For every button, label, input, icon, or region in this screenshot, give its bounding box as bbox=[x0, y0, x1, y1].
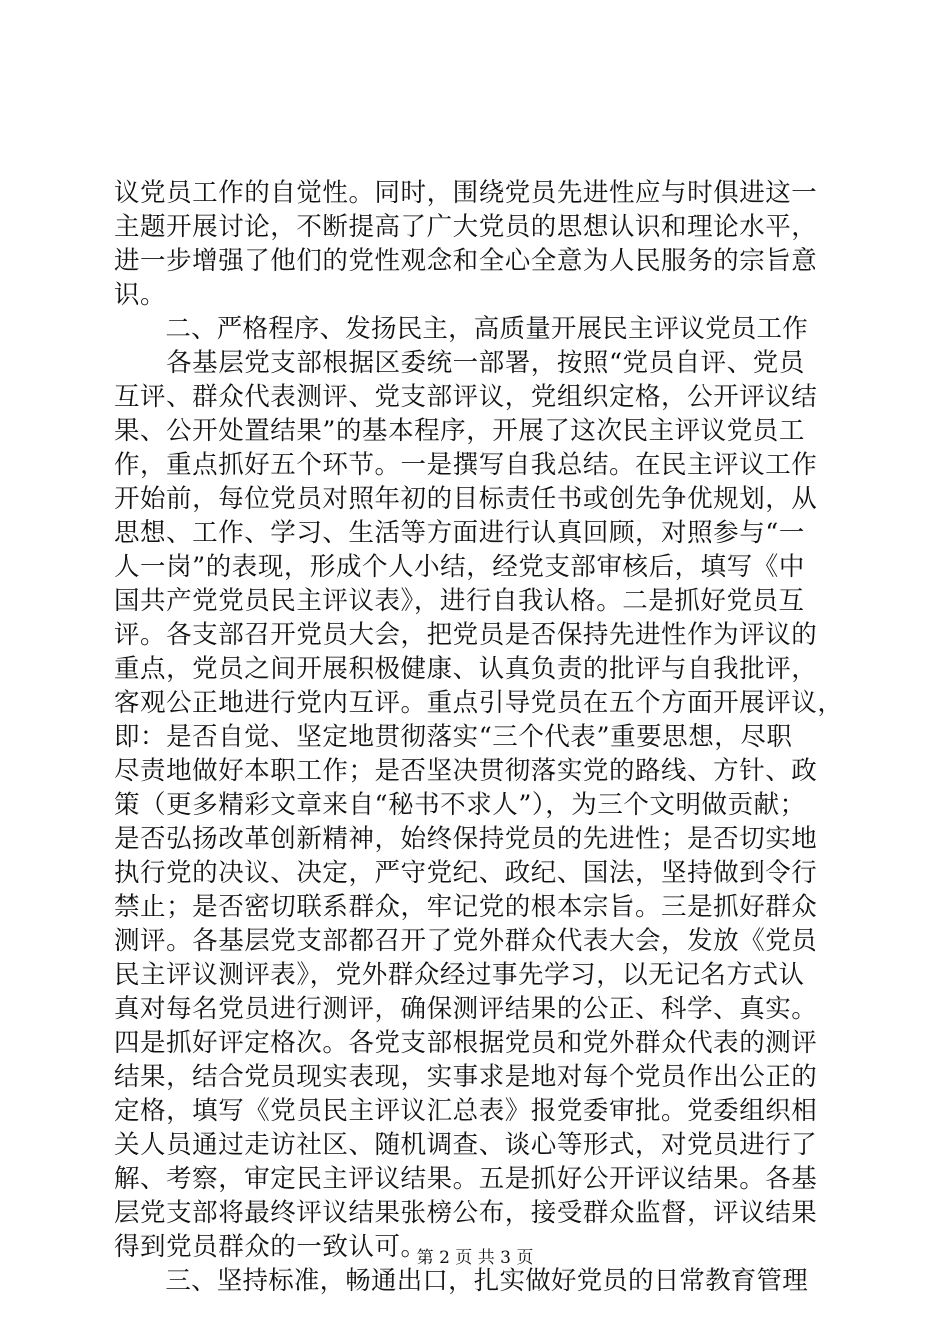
text-line: 策（更多精彩文章来自“秘书不求人”），为三个文明做贡献； bbox=[114, 790, 806, 820]
text-line: 人一岗”的表现，形成个人小结，经党支部审核后，填写《中 bbox=[114, 552, 805, 582]
text-line: 民主评议测评表》，党外群众经过事先学习，以无记名方式认 bbox=[114, 960, 805, 990]
text-line: 国共产党党员民主评议表》，进行自我认格。二是抓好党员互 bbox=[114, 586, 805, 616]
text-line: 即：是否自觉、坚定地贯彻落实“三个代表”重要思想，尽职 bbox=[114, 722, 793, 752]
text-line: 真对每名党员进行测评，确保测评结果的公正、科学、真实。 bbox=[114, 994, 818, 1024]
text-line: 各基层党支部根据区委统一部署，按照“党员自评、党员 bbox=[114, 348, 805, 378]
text-line: 测评。各基层党支部都召开了党外群众代表大会，发放《党员 bbox=[114, 926, 818, 956]
section-heading-3: 三、坚持标准，畅通出口，扎实做好党员的日常教育管理 bbox=[114, 1266, 808, 1296]
text-line: 重点，党员之间开展积极健康、认真负责的批评与自我批评， bbox=[114, 654, 818, 684]
text-line: 解、考察，审定民主评议结果。五是抓好公开评议结果。各基 bbox=[114, 1164, 818, 1194]
text-line: 是否弘扬改革创新精神，始终保持党员的先进性；是否切实地 bbox=[114, 824, 818, 854]
text-line: 主题开展讨论，不断提高了广大党员的思想认识和理论水平， bbox=[114, 212, 818, 242]
text-line: 作，重点抓好五个环节。一是撰写自我总结。在民主评议工作 bbox=[114, 450, 818, 480]
text-line: 层党支部将最终评议结果张榜公布，接受群众监督，评议结果 bbox=[114, 1198, 818, 1228]
text-line: 识。 bbox=[114, 280, 167, 310]
text-line: 议党员工作的自觉性。同时，围绕党员先进性应与时俱进这一 bbox=[114, 178, 818, 208]
text-line: 定格，填写《党员民主评议汇总表》报党委审批。党委组织相 bbox=[114, 1096, 818, 1126]
text-line: 开始前，每位党员对照年初的目标责任书或创先争优规划，从 bbox=[114, 484, 818, 514]
text-line: 四是抓好评定格次。各党支部根据党员和党外群众代表的测评 bbox=[114, 1028, 818, 1058]
section-heading-2: 二、严格程序、发扬民主，高质量开展民主评议党员工作 bbox=[114, 314, 808, 344]
text-line: 执行党的决议、决定，严守党纪、政纪、国法，坚持做到令行 bbox=[114, 858, 818, 888]
body-text bbox=[114, 176, 849, 1298]
text-line: 关人员通过走访社区、随机调查、谈心等形式，对党员进行了 bbox=[114, 1130, 818, 1160]
text-line: 客观公正地进行党内互评。重点引导党员在五个方面开展评议， bbox=[114, 688, 844, 718]
text-line: 思想、工作、学习、生活等方面进行认真回顾，对照参与“一 bbox=[114, 518, 805, 548]
text-line: 尽责地做好本职工作；是否坚决贯彻落实党的路线、方针、政 bbox=[114, 756, 818, 786]
text-line: 互评、群众代表测评、党支部评议，党组织定格，公开评议结 bbox=[114, 382, 818, 412]
text-line: 结果，结合党员现实表现，实事求是地对每个党员作出公正的 bbox=[114, 1062, 818, 1092]
text-line: 进一步增强了他们的党性观念和全心全意为人民服务的宗旨意 bbox=[114, 246, 818, 276]
text-line: 评。各支部召开党员大会，把党员是否保持先进性作为评议的 bbox=[114, 620, 818, 650]
text-line: 得到党员群众的一致认可。 bbox=[114, 1232, 427, 1262]
text-line: 果、公开处置结果”的基本程序，开展了这次民主评议党员工 bbox=[114, 416, 805, 446]
page-number-footer: 第 2 页 共 3 页 bbox=[416, 1248, 534, 1268]
text-line: 禁止；是否密切联系群众，牢记党的根本宗旨。三是抓好群众 bbox=[114, 892, 818, 922]
